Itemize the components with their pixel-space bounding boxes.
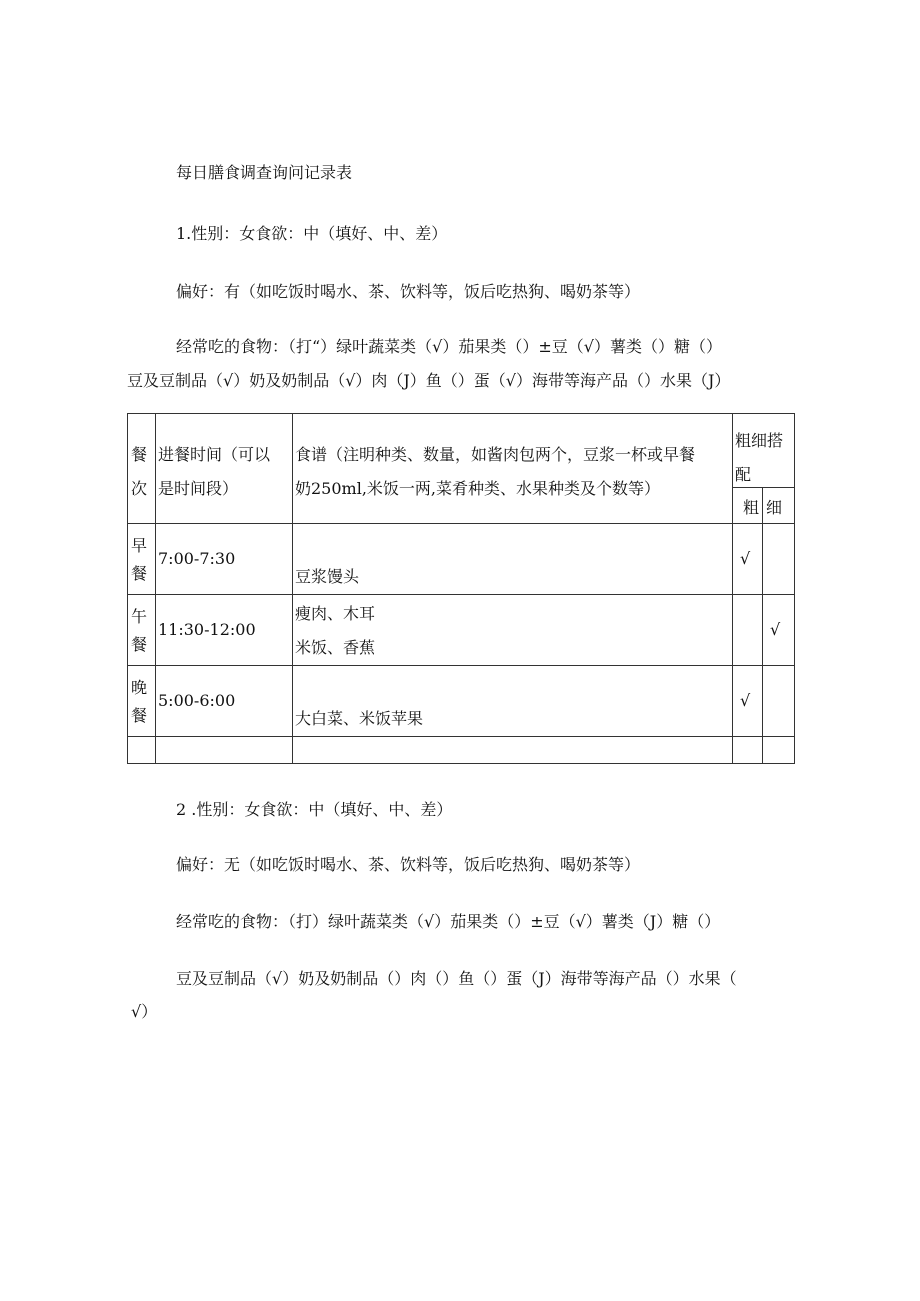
survey1-foods-line1: 经常吃的食物：（打“）绿叶蔬菜类（√）茄果类（）±豆（√）薯类（）糖（） — [176, 337, 722, 356]
survey1-gender-appetite: 1.性别：女食欲：中（填好、中、差） — [176, 224, 448, 243]
row-breakfast-fine — [763, 524, 795, 595]
page-title: 每日膳食调查询问记录表 — [176, 163, 353, 182]
header-combo-line1: 粗细搭 — [735, 431, 784, 450]
row-lunch-fine: √ — [763, 595, 795, 666]
table-header-row — [128, 414, 795, 488]
header-fine: 细 — [763, 488, 795, 524]
header-recipe-line2: 奶250ml,米饭一两,菜肴种类、水果种类及个数等） — [295, 479, 661, 498]
header-recipe — [293, 414, 733, 524]
row-lunch-time: 11:30-12:00 — [156, 595, 293, 666]
header-recipe-line1: 食谱（注明种类、数量，如酱肉包两个，豆浆一杯或早餐 — [295, 445, 696, 464]
survey2-preference: 偏好：无（如吃饭时喝水、茶、饮料等，饭后吃热狗、喝奶茶等） — [176, 855, 641, 874]
header-time-line1: 进餐时间（可以 — [158, 445, 271, 464]
survey2-foods-line1: 经常吃的食物：（打）绿叶蔬菜类（√）茄果类（）±豆（√）薯类（J）糖（） — [176, 912, 721, 931]
header-time-line2: 是时间段） — [158, 479, 239, 498]
header-time — [156, 414, 293, 524]
header-combo — [733, 414, 795, 488]
table-row-lunch — [128, 595, 795, 666]
row-breakfast-meal: 早 餐 — [128, 524, 156, 595]
table-row-breakfast — [128, 524, 795, 595]
table-row-dinner — [128, 666, 795, 737]
survey2-gender-appetite: 2 .性别：女食欲：中（填好、中、差） — [176, 800, 453, 819]
header-combo-line2: 配 — [735, 465, 752, 484]
row-dinner-meal: 晚 餐 — [128, 666, 156, 737]
survey2-foods-line2: 豆及豆制品（√）奶及奶制品（）肉（）鱼（）蛋（J）海带等海产品（）水果（ — [176, 969, 737, 988]
header-coarse: 粗 — [733, 488, 763, 524]
table-row-empty — [128, 737, 795, 764]
survey1-preference: 偏好：有（如吃饭时喝水、茶、饮料等，饭后吃热狗、喝奶茶等） — [176, 282, 641, 301]
empty-cell — [156, 737, 293, 764]
empty-cell — [293, 737, 733, 764]
row-dinner-recipe: 大白菜、米饭苹果 — [293, 666, 733, 737]
row-breakfast-coarse: √ — [733, 524, 763, 595]
header-meal-line1: 餐 — [131, 445, 148, 464]
header-meal — [128, 414, 156, 524]
empty-cell — [763, 737, 795, 764]
row-breakfast-time: 7:00-7:30 — [156, 524, 293, 595]
empty-cell — [128, 737, 156, 764]
row-dinner-time: 5:00-6:00 — [156, 666, 293, 737]
row-breakfast-recipe: 豆浆馒头 — [293, 524, 733, 595]
header-meal-line2: 次 — [131, 479, 148, 498]
row-lunch-coarse — [733, 595, 763, 666]
meal-table — [127, 413, 795, 764]
row-dinner-fine — [763, 666, 795, 737]
row-lunch-meal: 午 餐 — [128, 595, 156, 666]
survey2-foods-line3: √） — [131, 1002, 158, 1021]
row-lunch-recipe: 瘦肉、木耳 米饭、香蕉 — [293, 595, 733, 666]
empty-cell — [733, 737, 763, 764]
row-dinner-coarse: √ — [733, 666, 763, 737]
survey1-foods-line2: 豆及豆制品（√）奶及奶制品（√）肉（J）鱼（）蛋（√）海带等海产品（）水果（J） — [127, 371, 731, 390]
